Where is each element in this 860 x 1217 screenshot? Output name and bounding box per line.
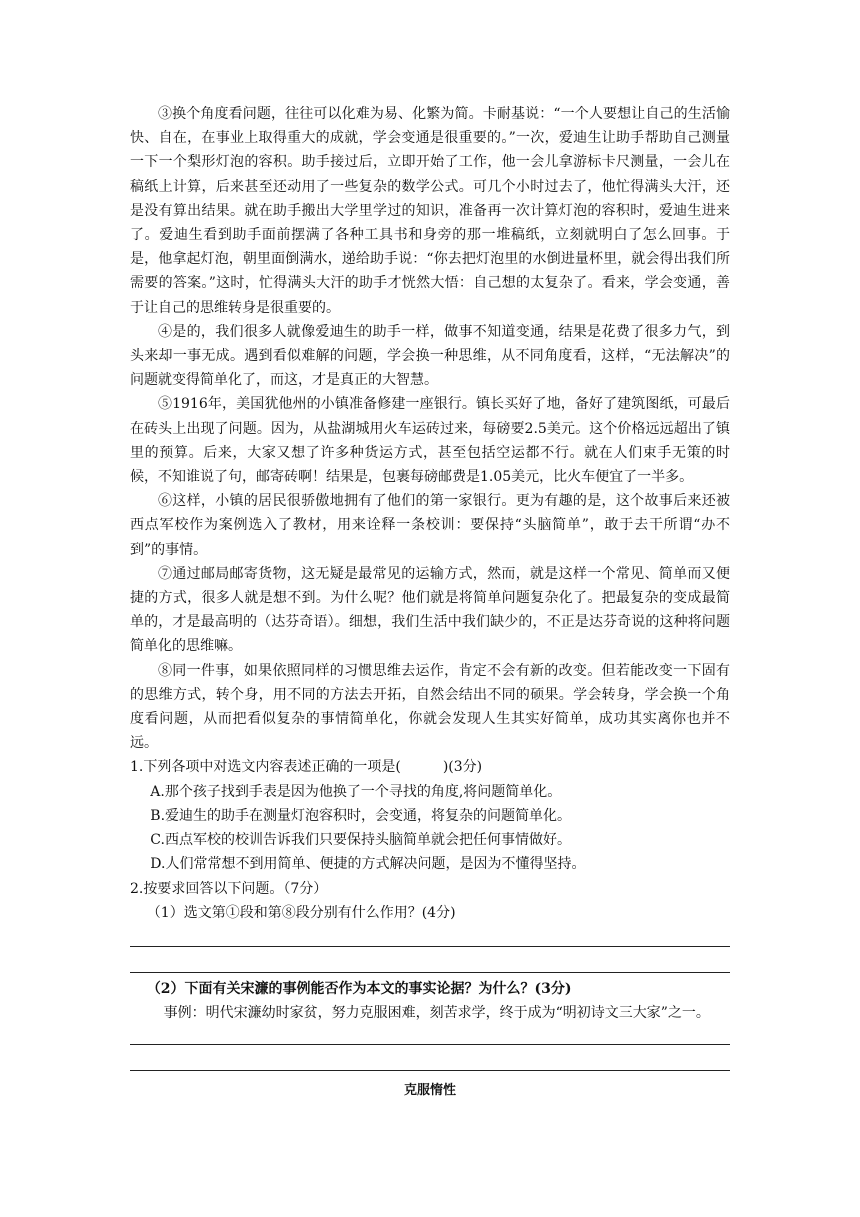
question-2-stem: 2.按要求回答以下问题。（7分） (130, 880, 328, 897)
document-page (130, 102, 730, 1104)
paragraph-3: ③换个角度看问题，往往可以化难为易、化繁为简。卡耐基说：“一个人要想让自己的生活愉快、自在，在事业上取得重大的成就，学会变通是很重要的。”一次，爱迪生让助手帮助自己测量一下一个梨形灯泡的容积。助手接过后，立即开始了工作，他一会儿拿游标卡尺测量，一会儿在稿纸上计算，后来甚至还动用了一些复杂的数学公式。可几个小时过去了，他忙得满头大汗，还是没有算出结果。就在助手搬出大学里学过的知识，准备再一次计算灯泡的容积时，爱迪生进来了。爱迪生看到助手面前摆满了各种工具书和身旁的那一堆稿纸，立刻就明白了怎么回事。于是，他拿起灯泡，朝里面倒满水，递给助手说：“你去把灯泡里的水倒进量杯里，就会得出我们所需要的答案。”这时，忙得满头大汗的助手才恍然大悟：自己想的太复杂了。看来，学会变通，善于让自己的思维转身是很重要的。 (130, 106, 730, 316)
paragraph-7: ⑦通过邮局邮寄货物，这无疑是最常见的运输方式，然而，就是这样一个常见、简单而又便捷的方式，很多人就是想不到。为什么呢？他们就是将简单问题复杂化了。把最复杂的变成最简单的，才是最高明的（达芬奇语）。细想，我们生活中我们缺少的，不正是达芬奇说的这种将问题简单化的思维嘛。 (130, 565, 730, 655)
question-2-example: 事例：明代宋濂幼时家贫，努力克服困难，刻苦求学，终于成为“明初诗文三大家”之一。 (163, 1005, 710, 1022)
question-1-option-d: D.人们常常想不到用简单、便捷的方式解决问题，是因为不懂得坚持。 (150, 856, 586, 873)
paragraph-4: ④是的，我们很多人就像爱迪生的助手一样，做事不知道变通，结果是花费了很多力气，到头来却一事无成。遇到看似难解的问题，学会换一种思维，从不同角度看，这样，“无法解决”的问题就变得简单化了，而这，才是真正的大智慧。 (130, 323, 730, 389)
next-article-title: 克服惰性 (403, 1083, 456, 1099)
question-1-option-c: C.西点军校的校训告诉我们只要保持头脑简单就会把任何事情做好。 (150, 832, 571, 849)
question-2-sub-1: （1）选文第①段和第⑧段分别有什么作用？(4分) (146, 904, 456, 921)
question-2-sub-2: （2）下面有关宋濂的事例能否作为本文的事实论据？为什么？(3分) (146, 980, 572, 997)
paragraph-8: ⑧同一件事，如果依照同样的习惯思维去运作，肯定不会有新的改变。但若能改变一下固有的思维方式，转个身，用不同的方法去开拓，自然会结出不同的硕果。学会转身，学会换一个角度看问题，从而把看似复杂的事情简单化，你就会发现人生其实好简单，成功其实离你也并不远。 (130, 662, 730, 752)
question-1-option-b: B.爱迪生的助手在测量灯泡容积时，会变通，将复杂的问题简单化。 (150, 807, 572, 824)
paragraph-5: ⑤1916年，美国犹他州的小镇准备修建一座银行。镇长买好了地，备好了建筑图纸，可最后在砖头上出现了问题。因为，从盐湖城用火车运砖过来，每磅要2.5美元。这个价格远远超出了镇里的预算。后来，大家又想了许多种货运方式，甚至包括空运都不行。就在人们束手无策的时候，不知谁说了句，邮寄砖啊！结果是，包裹每磅邮费是1.05美元，比火车便宜了一半多。 (130, 396, 730, 486)
paragraph-6: ⑥这样，小镇的居民很骄傲地拥有了他们的第一家银行。更为有趣的是，这个故事后来还被西点军校作为案例选入了教材，用来诠释一条校训：要保持“头脑简单”，敢于去干所谓“办不到”的事情。 (130, 493, 730, 558)
question-1-stem: 1.下列各项中对选文内容表述正确的一项是( )(3分) (130, 759, 483, 776)
question-1-option-a: A.那个孩子找到手表是因为他换了一个寻找的角度,将问题简单化。 (150, 783, 562, 800)
